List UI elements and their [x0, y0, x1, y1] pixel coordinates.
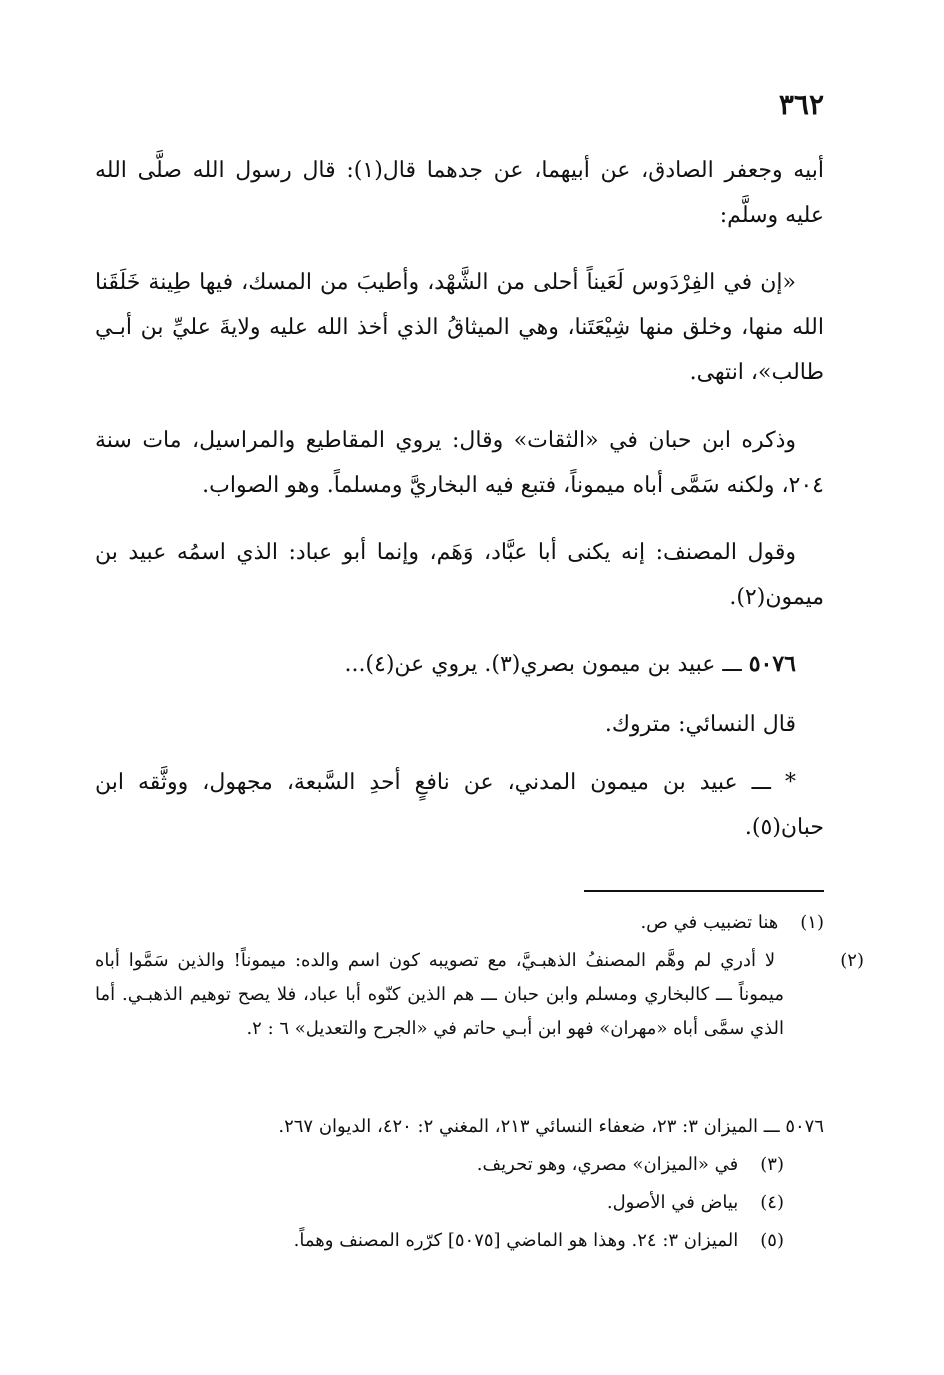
entry-5076 [95, 642, 824, 687]
footnote-4 [95, 1186, 784, 1220]
entry-number: ٥٠٧٦ [748, 651, 796, 677]
footnote-1-number: (١) [800, 912, 824, 933]
body-paragraph-3: وذكره ابن حبان في «الثقات» وقال: يروي المقاطيع والمراسيل، مات سنة ٢٠٤، ولكنه سَمَّى أباه ميموناً، فتبع فيه البخاريَّ ومسلماً. وهو الصواب. [95, 428, 824, 498]
footnote-1 [95, 906, 824, 940]
footnote-2-text: لا أدري لم وهَّم المصنفُ الذهبـيَّ، مع تصويبه كون اسم والده: ميموناً! والذين سَمَّوا أباه ميموناً ـــ كالبخاري ومسلم وابن حبان ـــ هم الذين كنّوه أبا عباد، فلا يصح توهيم الذهبـي. أما الذي سمَّى أباه «مهران» فهو ابن أبـي حاتم في «الجرح والتعديل» ٦ : ٢. [95, 950, 784, 1039]
footnote-5-text: الميزان ٣: ٢٤. وهذا هو الماضي [٥٠٧٥] كرّره المصنف وهماً. [293, 1230, 739, 1251]
footnote-entry-5076: ٥٠٧٦ ـــ الميزان ٣: ٢٣، ضعفاء النسائي ٢١٣، المغني ٢: ٤٢٠، الديوان ٢٦٧. [278, 1116, 824, 1137]
footnote-3-number: (٣) [760, 1154, 784, 1175]
footnote-1-text: هنا تضبيب في ص. [640, 912, 779, 933]
footnote-5 [95, 1224, 784, 1258]
footnote-3-text: في «الميزان» مصري، وهو تحريف. [476, 1154, 739, 1175]
body-paragraph-6: * ـــ عبيد بن ميمون المدني، عن نافعٍ أحدِ السَّبعة، مجهول، ووثَّقه ابن حبان(٥). [95, 770, 824, 840]
footnote-5-number: (٥) [760, 1230, 784, 1251]
entry-text: ـــ عبيد بن ميمون بصري(٣). يروي عن(٤)... [344, 652, 742, 677]
footnote-3 [95, 1148, 784, 1182]
page-number: ٣٦٢ [778, 88, 824, 121]
body-paragraph-2-hadith: «إن في الفِرْدَوس لَعَيناً أحلى من الشَّهْد، وأطيبَ من المسك، فيها طِينة خَلَقَنا الله منها، وخلق منها شِيْعَتَنا، وهي الميثاقُ الذي أخذ الله عليه ولايةَ عليِّ بن أبـي طالب»، انتهى. [95, 270, 824, 385]
footnote-divider [584, 890, 824, 892]
footnote-4-text: بياض في الأصول. [606, 1192, 739, 1213]
footnote-2 [95, 944, 864, 1046]
body-paragraph-1: أبيه وجعفر الصادق، عن أبيهما، عن جدهما قال(١): قال رسول الله صلَّى الله عليه وسلَّم: [95, 158, 824, 228]
footnote-4-number: (٤) [760, 1192, 784, 1213]
body-paragraph-5: قال النسائي: متروك. [604, 712, 796, 737]
footnote-2-number: (٢) [840, 950, 864, 971]
body-paragraph-4: وقول المصنف: إنه يكنى أبا عبَّاد، وَهَم، وإنما أبو عباد: الذي اسمُه عبيد بن ميمون(٢). [95, 540, 824, 610]
